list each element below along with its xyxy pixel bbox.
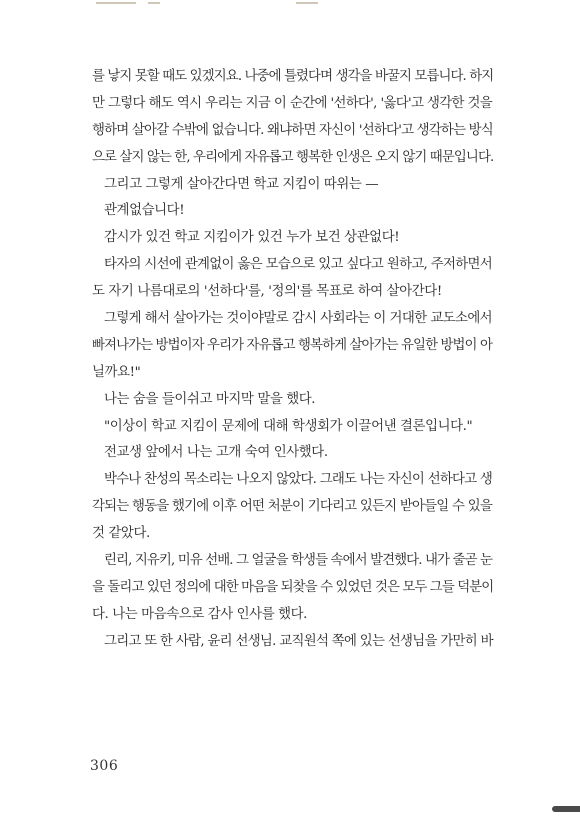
text-line: 박수나 찬성의 목소리는 나오지 않았다. 그래도 나는 자신이 선하다고 생 — [104, 472, 492, 488]
text-line: 린리, 지유키, 미유 선배. 그 얼굴을 학생들 속에서 발견했다. 내가 줄곧 눈 — [104, 553, 492, 569]
text-line: 를 낳지 못할 때도 있겠지요. 나중에 틀렸다며 생각을 바꿀지 모릅니다. 하지 — [92, 69, 494, 84]
text-line: "이상이 학교 지킴이 문제에 대해 학생회가 이끌어낸 결론입니다." — [104, 418, 473, 434]
text-line: 을 돌리고 있던 정의에 대한 마음을 되찾을 수 있었던 것은 모두 그들 덕분이 — [92, 579, 494, 595]
text-line: 감시가 있건 학교 지킴이가 있건 누가 보건 상관없다! — [104, 230, 400, 246]
text-line: 그리고 또 한 사람, 윤리 선생님. 교직원석 쪽에 있는 선생님을 가만히 바 — [104, 633, 493, 649]
top-edge-mark — [296, 2, 318, 4]
text-line: 각되는 행동을 했기에 이후 어떤 처분이 기다리고 있든지 받아들일 수 있을 — [92, 499, 492, 515]
top-edge-mark — [148, 2, 160, 4]
text-line: 관계없습니다! — [104, 203, 185, 219]
text-line: 빠져나가는 방법이자 우리가 자유롭고 행복하게 살아가는 유일한 방법이 아 — [92, 337, 492, 353]
text-line: 타자의 시선에 관계없이 옳은 모습으로 있고 싶다고 원하고, 주저하면서 — [104, 257, 492, 273]
text-line: 으로 살지 않는 한, 우리에게 자유롭고 행복한 인생은 오지 않기 때문입니다. — [92, 149, 494, 165]
text-line: 행하며 살아갈 수밖에 없습니다. 왜냐하면 자신이 '선하다'고 생각하는 방식 — [92, 122, 493, 138]
top-edge-mark — [96, 2, 136, 4]
text-line: 전교생 앞에서 나는 고개 숙여 인사했다. — [104, 445, 328, 461]
text-line: 그리고 그렇게 살아간다면 학교 지킴이 따위는 — — [104, 176, 379, 192]
text-line: 닐까요!" — [92, 364, 141, 380]
body-text — [92, 64, 492, 656]
text-line: 그렇게 해서 살아가는 것이야말로 감시 사회라는 이 거대한 교도소에서 — [104, 311, 492, 327]
page-number: 306 — [90, 758, 119, 774]
corner-edge-mark — [552, 806, 580, 812]
text-line: 것 같았다. — [92, 526, 150, 542]
text-line: 다. 나는 마음속으로 감사 인사를 했다. — [92, 606, 308, 622]
text-line: 도 자기 나름대로의 '선하다'를, '정의'를 목표로 하여 살아간다! — [92, 284, 442, 300]
text-line: 만 그렇다 해도 역시 우리는 지금 이 순간에 '선하다', '옳다'고 생각한 것을 — [92, 95, 492, 111]
text-line: 나는 숨을 들이쉬고 마지막 말을 했다. — [104, 391, 316, 407]
